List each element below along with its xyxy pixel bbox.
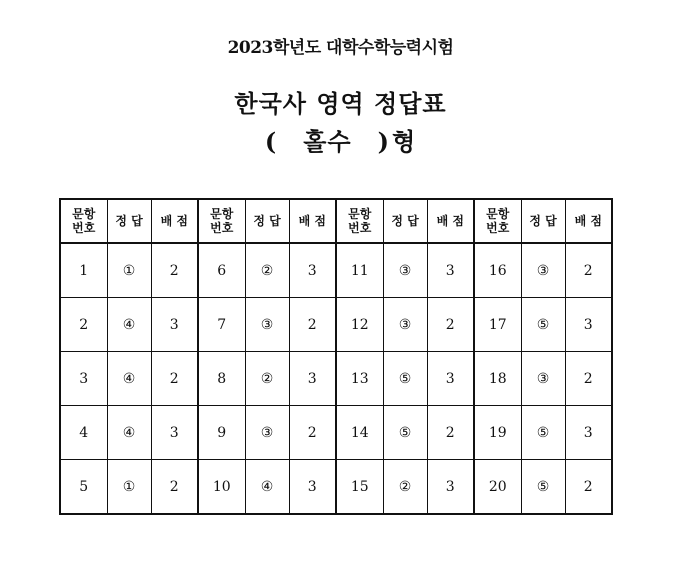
form-type: 홀수 xyxy=(303,127,352,156)
correct-answer: ② xyxy=(245,352,289,406)
correct-answer: ③ xyxy=(521,243,565,298)
table-row xyxy=(60,406,612,460)
table-row xyxy=(60,298,612,352)
question-number: 4 xyxy=(60,406,107,460)
correct-answer: ③ xyxy=(383,243,427,298)
question-number: 19 xyxy=(474,406,521,460)
table-row xyxy=(60,352,612,406)
answer-table xyxy=(59,198,613,515)
form-paren-close: ) xyxy=(377,127,390,156)
score-points: 3 xyxy=(289,352,336,406)
column-header-number: 문항 번호 xyxy=(198,199,245,243)
form-paren-open: ( xyxy=(264,127,278,156)
column-header-answer: 정 답 xyxy=(521,199,565,243)
column-header-score: 배 점 xyxy=(289,199,336,243)
score-points: 3 xyxy=(427,460,474,515)
score-points: 2 xyxy=(427,406,474,460)
correct-answer: ③ xyxy=(521,352,565,406)
question-number: 10 xyxy=(198,460,245,515)
question-number: 13 xyxy=(336,352,383,406)
question-number: 1 xyxy=(60,243,107,298)
score-points: 2 xyxy=(289,406,336,460)
form-type-line xyxy=(0,122,681,157)
correct-answer: ⑤ xyxy=(521,298,565,352)
score-points: 2 xyxy=(289,298,336,352)
column-header-answer: 정 답 xyxy=(245,199,289,243)
question-number: 2 xyxy=(60,298,107,352)
score-points: 3 xyxy=(289,460,336,515)
correct-answer: ⑤ xyxy=(383,352,427,406)
score-points: 2 xyxy=(565,352,612,406)
correct-answer: ③ xyxy=(383,298,427,352)
correct-answer: ③ xyxy=(245,298,289,352)
score-points: 2 xyxy=(151,460,198,515)
form-suffix: 형 xyxy=(391,127,417,156)
question-number: 7 xyxy=(198,298,245,352)
correct-answer: ⑤ xyxy=(521,460,565,515)
score-points: 3 xyxy=(151,406,198,460)
question-number: 17 xyxy=(474,298,521,352)
score-points: 2 xyxy=(151,243,198,298)
question-number: 16 xyxy=(474,243,521,298)
score-points: 3 xyxy=(427,243,474,298)
correct-answer: ④ xyxy=(107,406,151,460)
column-header-score: 배 점 xyxy=(427,199,474,243)
question-number: 14 xyxy=(336,406,383,460)
column-header-score: 배 점 xyxy=(151,199,198,243)
score-points: 3 xyxy=(565,406,612,460)
column-header-answer: 정 답 xyxy=(107,199,151,243)
score-points: 2 xyxy=(565,243,612,298)
correct-answer: ② xyxy=(383,460,427,515)
correct-answer: ④ xyxy=(107,352,151,406)
question-number: 15 xyxy=(336,460,383,515)
correct-answer: ⑤ xyxy=(383,406,427,460)
correct-answer: ④ xyxy=(107,298,151,352)
question-number: 18 xyxy=(474,352,521,406)
question-number: 6 xyxy=(198,243,245,298)
score-points: 3 xyxy=(565,298,612,352)
column-header-number: 문항 번호 xyxy=(336,199,383,243)
column-header-number: 문항 번호 xyxy=(474,199,521,243)
question-number: 20 xyxy=(474,460,521,515)
correct-answer: ② xyxy=(245,243,289,298)
table-row xyxy=(60,460,612,515)
score-points: 2 xyxy=(151,352,198,406)
table-row xyxy=(60,243,612,298)
question-number: 5 xyxy=(60,460,107,515)
score-points: 2 xyxy=(565,460,612,515)
correct-answer: ④ xyxy=(245,460,289,515)
column-header-answer: 정 답 xyxy=(383,199,427,243)
question-number: 3 xyxy=(60,352,107,406)
question-number: 8 xyxy=(198,352,245,406)
correct-answer: ① xyxy=(107,460,151,515)
question-number: 9 xyxy=(198,406,245,460)
column-header-number: 문항 번호 xyxy=(60,199,107,243)
correct-answer: ⑤ xyxy=(521,406,565,460)
score-points: 3 xyxy=(427,352,474,406)
correct-answer: ③ xyxy=(245,406,289,460)
question-number: 11 xyxy=(336,243,383,298)
score-points: 3 xyxy=(151,298,198,352)
column-header-score: 배 점 xyxy=(565,199,612,243)
exam-year-heading: 2023학년도 대학수학능력시험 xyxy=(227,38,454,58)
document-title: 한국사 영역 정답표 xyxy=(234,89,447,118)
correct-answer: ① xyxy=(107,243,151,298)
question-number: 12 xyxy=(336,298,383,352)
table-header-row xyxy=(60,199,612,243)
score-points: 3 xyxy=(289,243,336,298)
score-points: 2 xyxy=(427,298,474,352)
